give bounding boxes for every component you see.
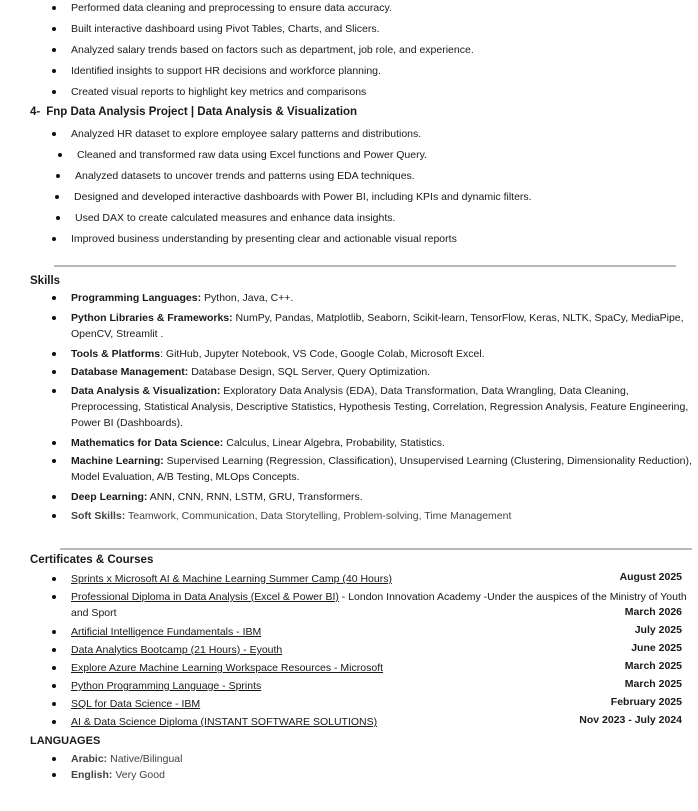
certificate-link[interactable]: Python Programming Language - Sprints <box>71 680 262 692</box>
skill-label: Data Analysis & Visualization: <box>71 385 221 397</box>
skill-text: NumPy, Pandas, Matplotlib, Seaborn, Scikit-learn, TensorFlow, Keras, NLTK, SpaCy, MediaPipe, OpenCV, Streamlit . <box>71 312 684 340</box>
list-item: Analyzed salary trends based on factors such as department, job role, and experience. <box>71 42 692 58</box>
project-number: 4- <box>30 106 41 118</box>
certificate-date: July 2025 <box>634 624 682 636</box>
project-title: Fnp Data Analysis Project | Data Analysis & Visualization <box>46 106 358 118</box>
certificate-date: March 2025 <box>624 678 682 690</box>
skill-item <box>71 383 692 431</box>
certificate-link[interactable]: Data Analytics Bootcamp (21 Hours) - Eyouth <box>71 644 283 656</box>
skill-label: Machine Learning: <box>71 455 164 467</box>
language-label: Arabic: <box>71 753 108 765</box>
certificate-link[interactable]: Sprints x Microsoft AI & Machine Learning Summer Camp (40 Hours) <box>71 573 392 585</box>
section-divider <box>60 548 692 550</box>
certificate-item <box>71 678 558 694</box>
skill-label: Mathematics for Data Science: <box>71 437 224 449</box>
list-item: Cleaned and transformed raw data using Excel functions and Power Query. <box>77 147 692 163</box>
certificate-date: March 2026 <box>624 606 682 618</box>
list-item: Performed data cleaning and preprocessing to ensure data accuracy. <box>71 0 692 16</box>
list-item: Built interactive dashboard using Pivot Tables, Charts, and Slicers. <box>71 21 692 37</box>
skill-item <box>71 508 692 524</box>
certificate-item <box>71 714 558 730</box>
list-item: Analyzed datasets to uncover trends and patterns using EDA techniques. <box>75 168 692 184</box>
certificate-item <box>71 696 558 712</box>
skill-text: Python, Java, C++. <box>201 292 294 304</box>
certificate-item <box>71 589 694 621</box>
language-item <box>71 767 692 783</box>
list-item: Identified insights to support HR decisions and workforce planning. <box>71 63 692 79</box>
languages-heading: LANGUAGES <box>30 735 101 747</box>
skill-text: ANN, CNN, RNN, LSTM, GRU, Transformers. <box>147 491 363 503</box>
list-item: Designed and developed interactive dashboards with Power BI, including KPIs and dynamic filters. <box>74 189 692 205</box>
skill-item <box>71 290 692 306</box>
language-label: English: <box>71 769 113 781</box>
skill-text: : GitHub, Jupyter Notebook, VS Code, Google Colab, Microsoft Excel. <box>160 348 485 360</box>
certificate-date: June 2025 <box>631 642 682 654</box>
certificate-date: March 2025 <box>624 660 682 672</box>
skill-text: Exploratory Data Analysis (EDA), Data Transformation, Data Wrangling, Data Cleaning, Preprocessing, Statistical Analysis, Descriptive Statistics, Hypothesis Testing, Correlation, Regression Analysis, Feature Engineering, Power BI (Dashboards). <box>71 385 689 429</box>
skill-item <box>71 489 692 505</box>
certificate-date: August 2025 <box>619 571 682 583</box>
language-item <box>71 751 692 767</box>
certificate-item <box>71 642 558 658</box>
skill-item <box>71 364 692 380</box>
certificate-extra: - London Innovation Academy -Under the auspices of the Ministry of Youth and Sport <box>71 591 687 619</box>
skill-item <box>71 435 692 451</box>
certificate-link[interactable]: AI & Data Science Diploma (INSTANT SOFTWARE SOLUTIONS) <box>71 716 378 728</box>
certificate-date: Nov 2023 - July 2024 <box>579 714 682 726</box>
section-divider <box>54 265 676 267</box>
skill-item <box>71 453 692 485</box>
skill-label: Deep Learning: <box>71 491 148 503</box>
list-item: Improved business understanding by presenting clear and actionable visual reports <box>71 231 692 247</box>
project4-title <box>30 106 357 118</box>
language-level: Native/Bilingual <box>107 753 183 765</box>
skill-label: Soft Skills: <box>71 510 126 522</box>
certificate-item <box>71 624 558 640</box>
skill-text: Database Design, SQL Server, Query Optimization. <box>188 366 431 378</box>
certificate-link[interactable]: Explore Azure Machine Learning Workspace Resources - Microsoft <box>71 662 384 674</box>
skill-item <box>71 346 692 362</box>
skill-label: Database Management: <box>71 366 189 378</box>
skill-text: Teamwork, Communication, Data Storytelling, Problem-solving, Time Management <box>125 510 512 522</box>
skill-text: Calculus, Linear Algebra, Probability, Statistics. <box>223 437 445 449</box>
certificate-link[interactable]: SQL for Data Science - IBM <box>71 698 201 710</box>
skill-item <box>71 310 692 342</box>
certificate-link[interactable]: Professional Diploma in Data Analysis (Excel & Power BI) <box>71 591 339 603</box>
skill-label: Python Libraries & Frameworks: <box>71 312 233 324</box>
certificate-item <box>71 571 558 587</box>
skill-label: Tools & Platforms <box>71 348 161 360</box>
skill-text: Supervised Learning (Regression, Classification), Unsupervised Learning (Clustering, Dimensionality Reduction), Model Evaluation, A/B Testing, MLOps Concepts. <box>71 455 692 483</box>
list-item: Analyzed HR dataset to explore employee salary patterns and distributions. <box>71 126 692 142</box>
language-level: Very Good <box>112 769 165 781</box>
certificate-item <box>71 660 558 676</box>
skill-label: Programming Languages: <box>71 292 202 304</box>
certificate-link[interactable]: Artificial Intelligence Fundamentals - IBM <box>71 626 262 638</box>
list-item: Used DAX to create calculated measures and enhance data insights. <box>75 210 692 226</box>
skills-heading: Skills <box>30 275 61 287</box>
list-item: Created visual reports to highlight key metrics and comparisons <box>71 84 692 100</box>
certificates-heading: Certificates & Courses <box>30 554 154 566</box>
certificate-date: February 2025 <box>610 696 682 708</box>
